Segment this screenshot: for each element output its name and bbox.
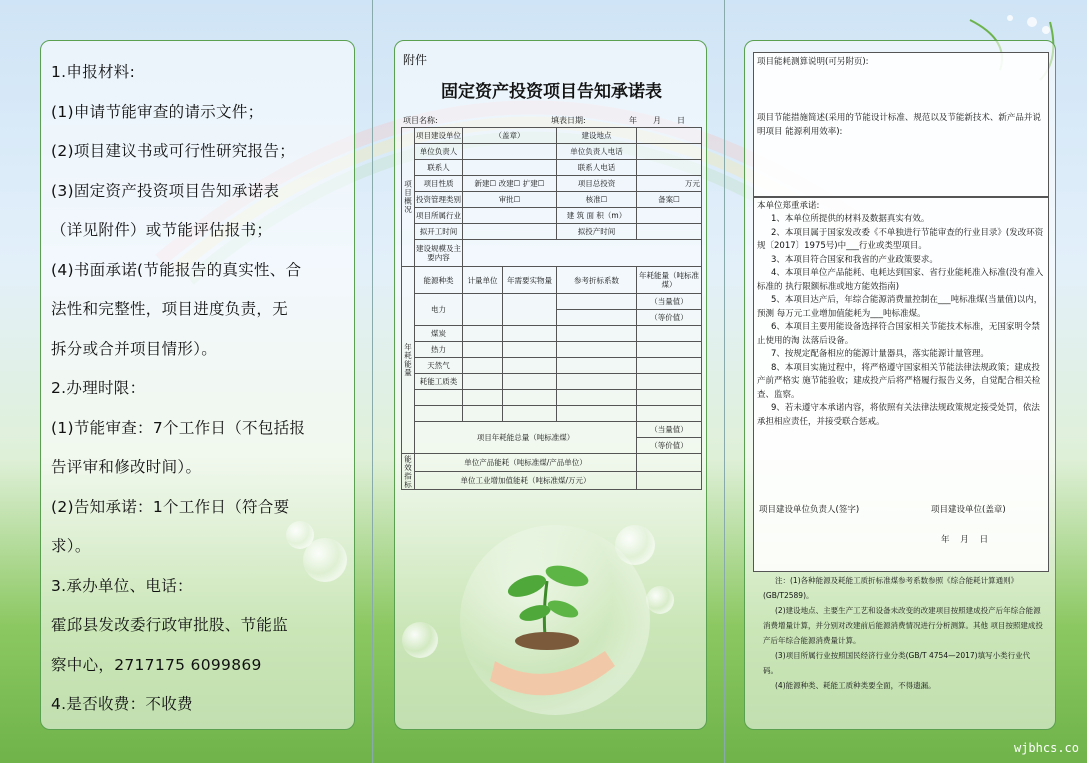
day-label: 日 xyxy=(677,116,685,125)
cell[interactable] xyxy=(557,310,637,326)
note-item: (4)能源种类、耗能工质种类要全面，不得遗漏。 xyxy=(775,681,936,690)
cell[interactable] xyxy=(503,326,557,342)
cell[interactable] xyxy=(415,390,463,406)
contact-field[interactable] xyxy=(463,160,557,176)
equivalent-value: （当量值） xyxy=(637,294,702,310)
note-item: (2)建设地点、主要生产工艺和设备未改变的改建项目按照建成投产后年综合能源消费增量计算，并分别对改建前后能源消费情况进行分析测算。其他 项目按照建成投产后年综合能源消费量计算。 xyxy=(763,606,1043,645)
total-equal-price: （等价值） xyxy=(637,438,702,454)
record-text: 备案 xyxy=(658,195,674,204)
cell[interactable] xyxy=(637,390,702,406)
col-energy-type: 能源种类 xyxy=(415,267,463,294)
cell[interactable] xyxy=(637,326,702,342)
approval-text: 审批 xyxy=(498,195,514,204)
label-contact-phone: 联系人电话 xyxy=(557,160,637,176)
energy-coal: 煤炭 xyxy=(415,326,463,342)
label-management: 投资管理类别 xyxy=(415,192,463,208)
energy-electric: 电力 xyxy=(415,294,463,326)
note-item: 注：(1)各种能源及耗能工质折标准煤参考系数参照《综合能耗计算通则》(GB/T2589)。 xyxy=(763,576,1019,600)
info-line: 拆分或合并项目情形）。 xyxy=(51,339,218,358)
promise-item: 3、本项目符合国家和我省的产业政策要求。 xyxy=(771,254,938,265)
equal-price-value: （等价值） xyxy=(637,310,702,326)
section-energy: 年耗能量 xyxy=(402,267,415,454)
energy-gas: 天然气 xyxy=(415,358,463,374)
info-line: (1)节能审查：7个工作日（不包括报 xyxy=(51,418,306,437)
cell[interactable] xyxy=(463,326,503,342)
info-line: (1)申请节能审查的请示文件； xyxy=(51,102,264,121)
cell[interactable] xyxy=(503,374,557,390)
total-consumption-label: 项目年耗能总量（吨标准煤） xyxy=(415,422,637,454)
sign-person-label[interactable]: 项目建设单位负责人(签字) xyxy=(759,505,860,515)
promise-item: 2、本项目属于国家发改委《不单独进行节能审查的行业目录》(发改环资规〔2017〕1975号)中___行业或类型项目。 xyxy=(757,227,1044,251)
energy-heat: 热力 xyxy=(415,342,463,358)
eff-value-field[interactable] xyxy=(637,472,702,490)
label-industry: 项目所属行业 xyxy=(415,208,463,224)
cell[interactable] xyxy=(557,342,637,358)
production-field[interactable] xyxy=(637,224,702,240)
scale-field[interactable] xyxy=(463,240,702,267)
promise-item: 4、本项目单位产品能耗、电耗达到国家、省行业能耗准入标准(没有准入标准的 执行限额标准或地方能效指南) xyxy=(757,268,1044,292)
nature-options[interactable]: 新建☐ 改建☐ 扩建☐ xyxy=(463,176,557,192)
sign-date[interactable]: 年 月 日 xyxy=(941,535,989,545)
cell[interactable] xyxy=(503,358,557,374)
option-record[interactable]: 备案☐ xyxy=(637,192,702,208)
label-nature: 项目性质 xyxy=(415,176,463,192)
option-verify[interactable]: 核准☐ xyxy=(557,192,637,208)
option-expand: 扩建 xyxy=(522,179,538,188)
col-consumption: 年耗能量（吨标准煤） xyxy=(637,267,702,294)
promise-item: 6、本项目主要用能设备选择符合国家相关节能技术标准，无国家明令禁止使用的淘 汰落后设备。 xyxy=(757,322,1040,346)
eff-value-label: 单位工业增加值能耗（吨标准煤/万元） xyxy=(415,472,637,490)
cell[interactable] xyxy=(463,342,503,358)
verify-text: 核准 xyxy=(585,195,601,204)
cell[interactable] xyxy=(463,374,503,390)
calc-label: 项目能耗测算说明(可另附页): xyxy=(757,57,869,67)
month-label: 月 xyxy=(653,116,661,125)
total-equivalent: （当量值） xyxy=(637,422,702,438)
area-field[interactable] xyxy=(637,208,702,224)
promise-list xyxy=(757,213,1045,429)
cell[interactable] xyxy=(503,294,557,326)
cell[interactable] xyxy=(463,390,503,406)
commitment-panel xyxy=(744,40,1056,730)
fill-date-label: 填表日期: xyxy=(551,116,586,125)
seal-cell[interactable]: （盖章） xyxy=(463,128,557,144)
cell[interactable] xyxy=(415,406,463,422)
commitment-form-table xyxy=(401,127,702,490)
cell[interactable] xyxy=(503,406,557,422)
label-head: 单位负责人 xyxy=(415,144,463,160)
option-rebuild: 改建 xyxy=(498,179,514,188)
seedling-hands-image xyxy=(475,541,625,721)
section-overview: 项目概况 xyxy=(402,128,415,267)
info-line: (3)固定资产投资项目告知承诺表 xyxy=(51,181,280,200)
info-line: 告评审和修改时间）。 xyxy=(51,458,202,476)
cell[interactable] xyxy=(637,374,702,390)
cell[interactable] xyxy=(557,390,637,406)
label-unit: 项目建设单位 xyxy=(415,128,463,144)
info-line: 察中心，2717175 6099869 xyxy=(51,655,262,674)
cell[interactable] xyxy=(557,374,637,390)
cell[interactable] xyxy=(503,390,557,406)
option-new: 新建 xyxy=(474,179,490,188)
head-field[interactable] xyxy=(463,144,557,160)
col-quantity: 年需要实物量 xyxy=(503,267,557,294)
cell[interactable] xyxy=(637,406,702,422)
measures-label: 项目节能措施简述(采用的节能设计标准、规范以及节能新技术、新产品并说明项目 能源利用效率): xyxy=(757,113,1041,137)
label-scale: 建设规模及主要内容 xyxy=(415,240,463,267)
cell[interactable] xyxy=(557,294,637,310)
eff-product-label: 单位产品能耗（吨标准煤/产品单位） xyxy=(415,454,637,472)
cell[interactable] xyxy=(557,326,637,342)
info-line: （详见附件）或节能评估报书； xyxy=(51,221,273,239)
info-line: 霍邱县发改委行政审批股、节能监 xyxy=(51,616,289,634)
cell[interactable] xyxy=(463,294,503,326)
eff-product-field[interactable] xyxy=(637,454,702,472)
promise-item: 7、按规定配备相应的能源计量器具，落实能源计量管理。 xyxy=(771,349,989,359)
info-line: 4.是否收费：不收费 xyxy=(51,695,193,713)
investment-unit[interactable]: 万元 xyxy=(637,176,702,192)
cell[interactable] xyxy=(557,406,637,422)
form-panel xyxy=(394,40,707,730)
notes xyxy=(763,573,1043,693)
attachment-label: 附件 xyxy=(403,53,428,67)
project-name-label: 项目名称: xyxy=(403,116,438,125)
col-unit: 计量单位 xyxy=(463,267,503,294)
year-label: 年 xyxy=(629,116,637,125)
cell[interactable] xyxy=(557,358,637,374)
info-line: 2.办理时限： xyxy=(51,379,146,397)
fold-line-left xyxy=(372,0,373,763)
promise-item: 8、本项目实施过程中，将严格遵守国家相关节能法律法规政策；建成投产前严格实 施节能验收；建成投产后将严格履行报告义务，自觉配合相关检查、监察。 xyxy=(757,362,1041,400)
start-field[interactable] xyxy=(463,224,557,240)
promise-item: 1、本单位所提供的材料及数据真实有效。 xyxy=(771,214,930,224)
location-field[interactable] xyxy=(637,128,702,144)
contact-phone-field[interactable] xyxy=(637,160,702,176)
cell[interactable] xyxy=(637,342,702,358)
info-line: (2)项目建议书或可行性研究报告； xyxy=(51,142,296,160)
label-start: 拟开工时间 xyxy=(415,224,463,240)
cell[interactable] xyxy=(463,406,503,422)
fold-line-right xyxy=(724,0,725,763)
head-phone-field[interactable] xyxy=(637,144,702,160)
section-efficiency: 能效指标 xyxy=(403,454,413,489)
info-panel xyxy=(40,40,355,730)
info-line: 3.承办单位、电话： xyxy=(51,576,193,595)
promise-item: 5、本项目达产后，年综合能源消费量控制在___吨标准煤(当量值)以内，预测 每万元工业增加值能耗为___吨标准煤。 xyxy=(757,295,1043,319)
info-line: (4)书面承诺(节能报告的真实性、合 xyxy=(51,260,302,279)
label-area: 建 筑 面 积（m） xyxy=(557,208,637,224)
promise-heading: 本单位郑重承诺: xyxy=(757,201,820,211)
form-title: 固定资产投资项目告知承诺表 xyxy=(441,82,662,102)
option-approval[interactable]: 审批☐ xyxy=(463,192,557,208)
info-line: 1.申报材料: xyxy=(51,63,136,81)
energy-medium: 耗能工质类 xyxy=(415,374,463,390)
info-line: 法性和完整性，项目进度负责，无 xyxy=(51,300,289,318)
cell[interactable] xyxy=(503,342,557,358)
label-location: 建设地点 xyxy=(557,128,637,144)
label-head-phone: 单位负责人电话 xyxy=(557,144,637,160)
label-production: 拟投产时间 xyxy=(557,224,637,240)
label-total-investment: 项目总投资 xyxy=(557,176,637,192)
cell[interactable] xyxy=(637,358,702,374)
industry-field[interactable] xyxy=(463,208,557,224)
col-coefficient: 参考折标系数 xyxy=(557,267,637,294)
promise-item: 9、若未遵守本承诺内容，将依照有关法律法规政策规定接受处罚，依法承担相应责任，并接受联合惩戒。 xyxy=(757,403,1040,427)
info-line: (2)告知承诺：1个工作日（符合要 xyxy=(51,497,290,516)
info-line: 求）。 xyxy=(51,537,91,555)
note-item: (3)项目所属行业按照国民经济行业分类(GB/T 4754—2017)填写小类行业代码。 xyxy=(763,651,1031,675)
sign-seal-label[interactable]: 项目建设单位(盖章) xyxy=(931,505,1006,515)
cell[interactable] xyxy=(463,358,503,374)
watermark: wjbhcs.co xyxy=(1013,741,1079,755)
label-contact: 联系人 xyxy=(415,160,463,176)
